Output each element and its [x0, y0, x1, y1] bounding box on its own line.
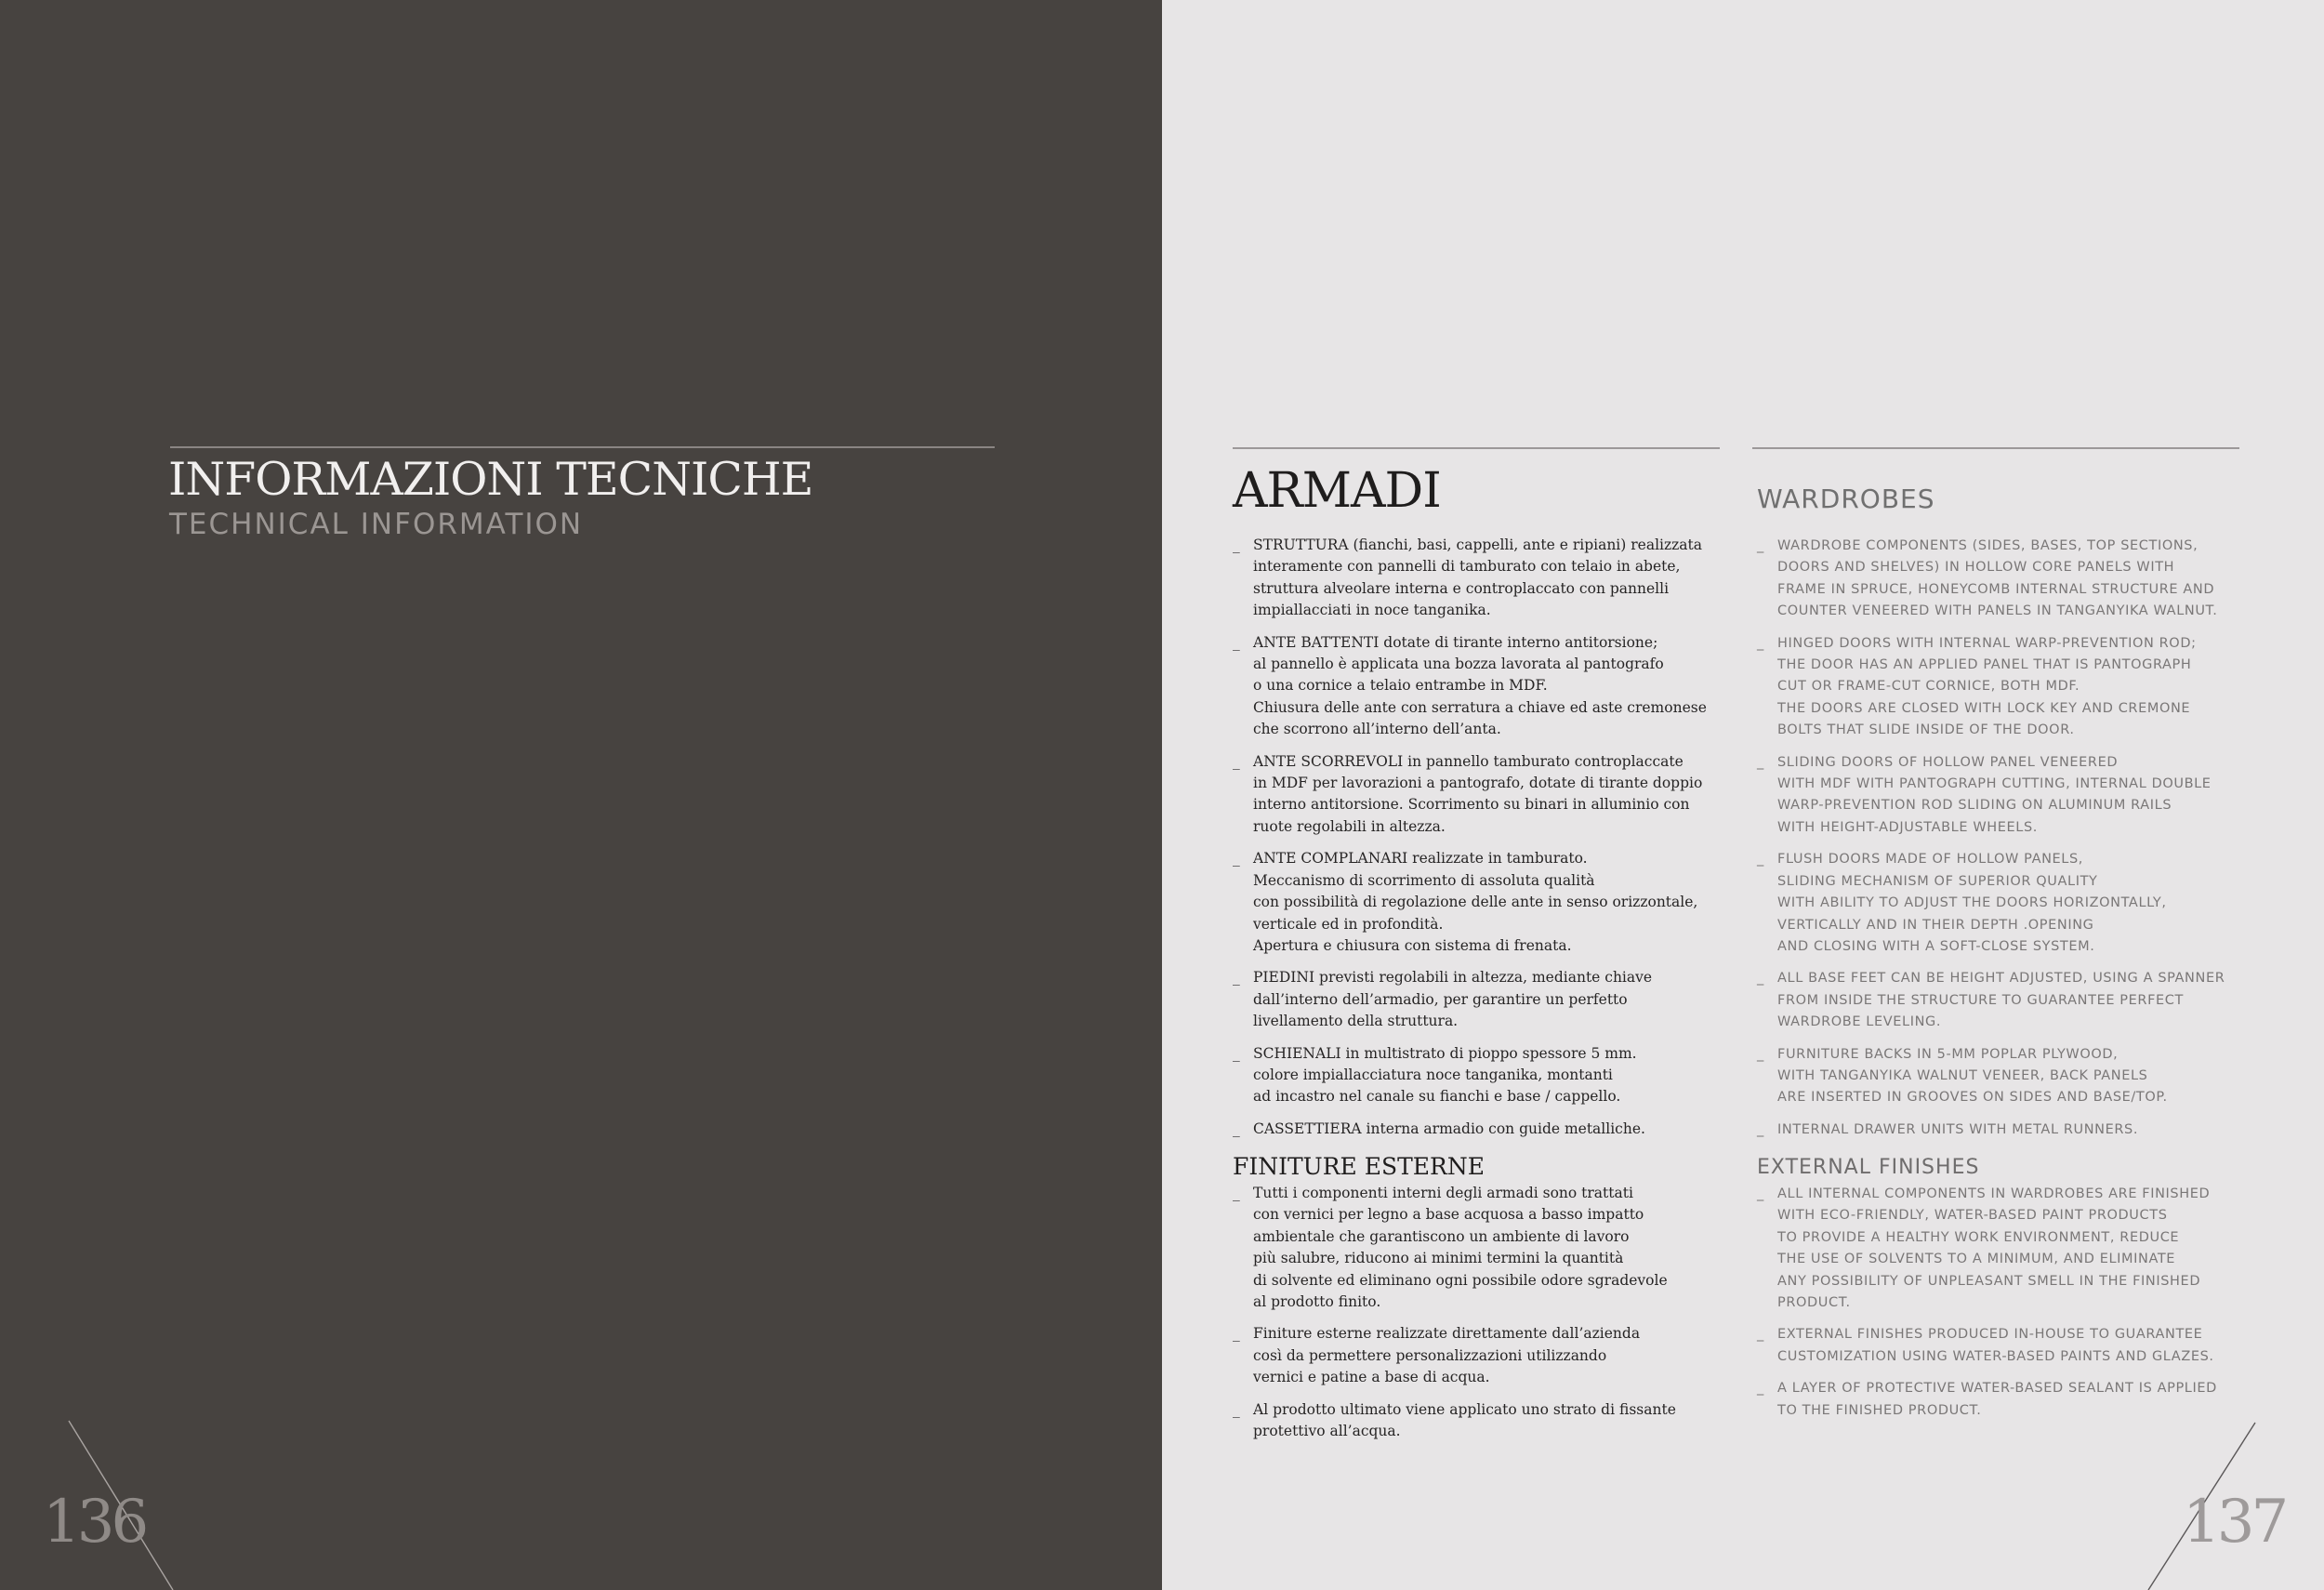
list-item: _ Tutti i componenti interni degli armadi sono trattati con vernici per legno a base acquosa a basso impatto ambientale che garantiscono un ambiente di lavoro più salubre, riducono ai minimi termini la quantità di solvente ed eliminano ogni possibile odore sgradevole al prodotto finito.: [1233, 1185, 1668, 1311]
list-item: _ FLUSH DOORS MADE OF HOLLOW PANELS, SLIDING MECHANISM OF SUPERIOR QUALITY WITH ABILITY TO ADJUST THE DOORS HORIZONTALLY, VERTICALLY AND IN THEIR DEPTH .OPENING AND CLOSING WITH A SOFT-CLOSE SYSTEM.: [1757, 852, 2167, 954]
english-finishes-title: EXTERNAL FINISHES: [1757, 1156, 1980, 1179]
italian-section-title: ARMADI: [1233, 463, 1441, 519]
italian-finishes-title: FINITURE ESTERNE: [1233, 1153, 1485, 1180]
page-number-left: 136: [43, 1488, 146, 1557]
italian-column-rule: [1233, 447, 1720, 449]
english-column-rule: [1752, 447, 2239, 449]
list-item: _ STRUTTURA (fianchi, basi, cappelli, ante e ripiani) realizzata interamente con pannelli di tamburato con telaio in abete, struttura alveolare interna e controplaccato con pannelli impiallacciati in noce tanganika.: [1233, 537, 1703, 619]
english-spec-list: [1757, 536, 2240, 1151]
list-item: _ Finiture esterne realizzate direttamente dall’azienda così da permettere personalizzazioni utilizzando vernici e patine a base di acqua.: [1233, 1325, 1641, 1386]
list-item: _ INTERNAL DRAWER UNITS WITH METAL RUNNERS.: [1757, 1121, 2139, 1137]
list-item: _ ALL INTERNAL COMPONENTS IN WARDROBES ARE FINISHED WITH ECO-FRIENDLY, WATER-BASED PAINT PRODUCTS TO PROVIDE A HEALTHY WORK ENVIRONMENT, REDUCE THE USE OF SOLVENTS TO A MINIMUM, AND ELIMINATE ANY POSSIBILITY OF UNPLEASANT SMELL IN THE FINISHED PRODUCT.: [1757, 1186, 2211, 1311]
title-rule: [170, 446, 995, 448]
list-item: _ ALL BASE FEET CAN BE HEIGHT ADJUSTED, USING A SPANNER FROM INSIDE THE STRUCTURE TO GUARANTEE PERFECT WARDROBE LEVELING.: [1757, 971, 2225, 1030]
list-item: _ A LAYER OF PROTECTIVE WATER-BASED SEALANT IS APPLIED TO THE FINISHED PRODUCT.: [1757, 1381, 2217, 1418]
italian-spec-list: [1233, 535, 1716, 1150]
page-subtitle: TECHNICAL INFORMATION: [169, 508, 584, 541]
list-item: _ PIEDINI previsti regolabili in altezza, mediante chiave dall’interno dell’armadio, per garantire un perfetto livellamento della struttura.: [1233, 969, 1653, 1030]
list-item: _ WARDROBE COMPONENTS (SIDES, BASES, TOP SECTIONS, DOORS AND SHELVES) IN HOLLOW CORE PANELS WITH FRAME IN SPRUCE, HONEYCOMB INTERNAL STRUCTURE AND COUNTER VENEERED WITH PANELS IN TANGANYIKA WALNUT.: [1757, 538, 2218, 619]
list-item: _ Al prodotto ultimato viene applicato uno strato di fissante protettivo all’acqua.: [1233, 1400, 1676, 1440]
page-title: INFORMAZIONI TECNICHE: [168, 453, 813, 506]
english-section-title: WARDROBES: [1757, 484, 1935, 514]
list-item: _ SLIDING DOORS OF HOLLOW PANEL VENEERED WITH MDF WITH PANTOGRAPH CUTTING, INTERNAL DOUBLE WARP-PREVENTION ROD SLIDING ON ALUMINUM RAILS WITH HEIGHT-ADJUSTABLE WHEELS.: [1757, 754, 2212, 835]
list-item: _ ANTE BATTENTI dotate di tirante interno antitorsione; al pannello è applicata una bozza lavorata al pantografo o una cornice a telaio entrambe in MDF. Chiusura delle ante con serratura a chiave ed aste cremonese che scorrono all’interno dell’anta.: [1233, 633, 1707, 738]
list-item: _ ANTE SCORREVOLI in pannello tamburato controplaccate in MDF per lavorazioni a pantografo, dotate di tirante doppio interno antitorsione. Scorrimento su binari in alluminio con ruote regolabili in altezza.: [1233, 752, 1703, 835]
list-item: _ EXTERNAL FINISHES PRODUCED IN-HOUSE TO GUARANTEE CUSTOMIZATION USING WATER-BASED PAINTS AND GLAZES.: [1757, 1327, 2214, 1364]
page-number-right: 137: [2183, 1488, 2286, 1557]
list-item: _ CASSETTIERA interna armadio con guide metalliche.: [1233, 1120, 1645, 1137]
italian-finishes-list: [1233, 1183, 1716, 1452]
list-item: _ FURNITURE BACKS IN 5-MM POPLAR PLYWOOD, WITH TANGANYIKA WALNUT VENEER, BACK PANELS ARE INSERTED IN GROOVES ON SIDES AND BASE/TOP.: [1757, 1046, 2168, 1106]
list-item: _ SCHIENALI in multistrato di pioppo spessore 5 mm. colore impiallacciatura noce tanganika, montanti ad incastro nel canale su fianchi e base / cappello.: [1233, 1044, 1637, 1106]
list-item: _ ANTE COMPLANARI realizzate in tamburato. Meccanismo di scorrimento di assoluta qualità con possibilità di regolazione delle ante in senso orizzontale, verticale ed in profondità. Apertura e chiusura con sistema di frenata.: [1233, 850, 1698, 954]
list-item: _ HINGED DOORS WITH INTERNAL WARP-PREVENTION ROD; THE DOOR HAS AN APPLIED PANEL THAT IS PANTOGRAPH CUT OR FRAME-CUT CORNICE, BOTH MDF. THE DOORS ARE CLOSED WITH LOCK KEY AND CREMONE BOLTS THAT SLIDE INSIDE OF THE DOOR.: [1757, 635, 2197, 738]
english-finishes-list: [1757, 1184, 2240, 1432]
